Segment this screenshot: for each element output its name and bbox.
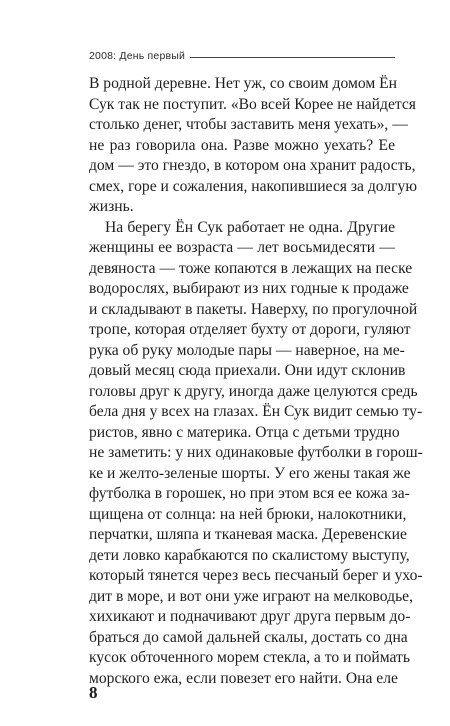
text-line: кусок обточенного морем стекла, а то и поймать bbox=[89, 649, 410, 666]
text-line: дит в море, и вот они уже играют на мелководье, bbox=[89, 587, 414, 605]
text-line: браться до самой дальней скалы, достать со дна bbox=[89, 628, 408, 646]
running-head-title: 2008: День первый bbox=[89, 50, 186, 62]
text-line: футболка в горошек, но при этом вся ее кожа за- bbox=[89, 485, 410, 502]
body-text bbox=[89, 74, 423, 689]
text-line: дом — это гнездо, в котором она хранит радость, bbox=[89, 157, 416, 174]
running-head bbox=[89, 50, 395, 62]
text-line: щищена от солнца: на ней брюки, налокотники, bbox=[89, 505, 407, 523]
text-line: бела дня у всех на глазах. Ён Сук видит семью ту- bbox=[89, 403, 423, 420]
text-line: столько денег, чтобы заставить меня уехать», — bbox=[89, 116, 408, 133]
text-line: жизнь. bbox=[89, 198, 134, 215]
text-line: который тянется через весь песчаный берег и ухо- bbox=[89, 567, 423, 584]
text-line: В родной деревне. Нет уж, со своим домом Ён bbox=[89, 75, 397, 92]
text-line: не раз говорила она. Разве можно уехать? Ее bbox=[89, 136, 395, 154]
text-line: На берегу Ён Сук работает не одна. Другие bbox=[105, 218, 395, 236]
text-line: ристов, явно с материка. Отца с детьми трудно bbox=[89, 423, 400, 441]
running-head-rule bbox=[190, 57, 395, 58]
page-number: 8 bbox=[89, 683, 98, 702]
text-line: Сук так не поступит. «Во всей Корее не найдется bbox=[89, 95, 416, 113]
text-line: головы друг к другу, иногда даже целуются средь bbox=[89, 382, 418, 400]
text-line: морского ежа, если повезет его найти. Она еле bbox=[89, 669, 398, 687]
text-line: женщины ее возраста — лет восьмидесяти — bbox=[89, 239, 395, 256]
text-line: девяноста — тоже копаются в лежащих на песке bbox=[89, 259, 413, 277]
text-line: ке и желто-зеленые шорты. У его жены такая же bbox=[89, 464, 411, 482]
text-line: смех, горе и сожаления, накопившиеся за долгую bbox=[89, 177, 417, 195]
text-line: довый месяц сюда приехали. Они идут склонив bbox=[89, 362, 406, 379]
text-line: дети ловко карабкаются по скалистому выступу, bbox=[89, 546, 410, 564]
text-line: водорослях, выбирают из них годные к продаже bbox=[89, 280, 409, 297]
text-line: не заметить: у них одинаковые футболки в горош- bbox=[89, 444, 423, 461]
text-line: тропе, которая отделяет бухту от дороги, гуляют bbox=[89, 321, 411, 338]
text-line: и складывают в пакеты. Наверху, по прогулочной bbox=[89, 300, 418, 318]
text-line: перчатки, шляпа и тканевая маска. Деревенские bbox=[89, 526, 407, 543]
text-line: рука об руку молодые пары — наверное, на ме- bbox=[89, 341, 405, 359]
text-line: хихикают и подначивают друг друга первым до- bbox=[89, 608, 411, 625]
